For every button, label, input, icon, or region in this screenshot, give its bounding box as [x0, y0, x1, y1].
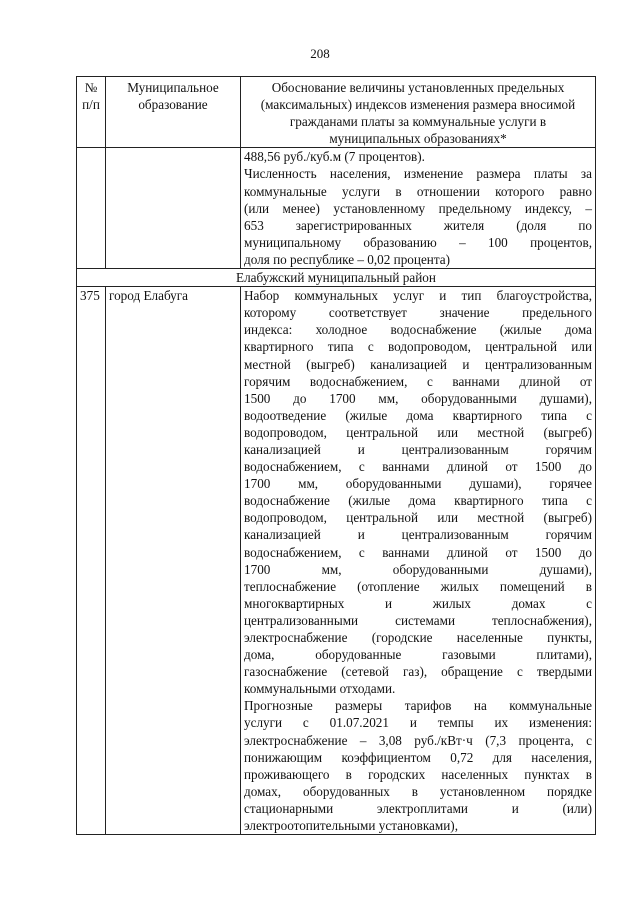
page-number: 208 [310, 46, 330, 61]
text-line: дома, оборудованные газовыми плитами), [244, 647, 592, 663]
text-line: 1500 до 1700 мм, оборудованными душами), [244, 390, 592, 406]
text-line: доля по республике – 0,02 процента) [244, 251, 451, 267]
text-line: водоснабжением, с ваннами длиной от 1500 до [244, 459, 592, 475]
header-justification: Обоснование величины установленных предельных (максимальных) индексов изменения размера вносимой гражданами платы за коммунальные услуги в муниципальных образованиях* [241, 77, 596, 148]
text-line: Численность населения, изменение размера платы за [244, 166, 592, 182]
text-line: 1700 мм, оборудованными душами), горячее [244, 476, 592, 492]
row-num: 375 [77, 287, 106, 835]
text-line: канализацией и централизованным горячим [244, 527, 592, 543]
header-municipality: Муниципальное образование [106, 77, 241, 148]
text-line: которому соответствует значение предельного [244, 305, 592, 321]
text-line: водоснабжением, с ваннами длиной от 1500 до [244, 544, 592, 560]
table-row [77, 287, 596, 835]
text-line: электроотопительными установками), [244, 818, 459, 834]
text-line: услуги с 01.07.2021 и темпы их изменения: [244, 715, 592, 731]
tariff-table [76, 76, 596, 835]
text-line: газоснабжение (сетевой газ), обращение с твердыми [244, 664, 592, 680]
text-line: 1700 мм, оборудованными душами), [244, 561, 592, 577]
text-line: водопроводом, центральной или местной (выгреб) [244, 510, 592, 526]
header-num: № п/п [77, 77, 106, 148]
text-line: понижающим коэффициентом 0,72 для населения, [244, 749, 592, 765]
text-line: централизованными системами теплоснабжения), [244, 612, 592, 628]
text-line: водоотведение (жилые дома квартирного типа с [244, 407, 592, 423]
text-line: теплоснабжение (отопление жилых помещений в [244, 578, 592, 594]
text-line: (или менее) установленному предельному индексу, – [244, 200, 592, 216]
text-line: домах, оборудованных в установленном порядке [244, 783, 592, 799]
continuation-text-cell [241, 148, 596, 269]
text-line: стационарными электроплитами и (или) [244, 800, 592, 816]
text-line: водоснабжение (жилые дома квартирного типа с [244, 493, 592, 509]
table-header-row [77, 77, 596, 148]
row-municipality: город Елабуга [106, 287, 241, 835]
text-line: электроснабжение (городские населенные пункты, [244, 630, 592, 645]
text-line: многоквартирных и жилых домах с [244, 595, 592, 611]
text-line: Набор коммунальных услуг и тип благоустройства, [244, 288, 592, 304]
text-line: канализацией и централизованным горячим [244, 441, 592, 457]
continuation-num-cell [77, 148, 106, 269]
text-line: местной (выгреб) канализацией и централизованным [244, 356, 592, 372]
row-text-cell [241, 287, 596, 835]
district-row [77, 269, 596, 287]
continuation-municipality-cell [106, 148, 241, 269]
text-line: коммунальные услуги в отношении которого равно [244, 183, 592, 199]
text-line: 653 зарегистрированных жителя (доля по [244, 217, 592, 233]
district-name: Елабужский муниципальный район [77, 269, 596, 287]
continuation-row [77, 148, 596, 269]
text-line: водопроводом, центральной или местной (выгреб) [244, 424, 592, 440]
text-line: Прогнозные размеры тарифов на коммунальные [244, 698, 592, 714]
text-line: индекса: холодное водоснабжение (жилые дома [244, 322, 592, 338]
text-line: муниципальному образованию – 100 процентов, [244, 234, 592, 250]
text-line: проживающего в городских населенных пунктах в [244, 766, 592, 782]
text-line: электроснабжение – 3,08 руб./кВт·ч (7,3 процента, с [244, 732, 592, 748]
text-line: 488,56 руб./куб.м (7 процентов). [244, 149, 425, 165]
text-line: коммунальными отходами. [244, 681, 396, 697]
text-line: квартирного типа с водопроводом, центральной или [244, 339, 592, 355]
text-line: горячим водоснабжением, с ваннами длиной от [244, 373, 592, 389]
